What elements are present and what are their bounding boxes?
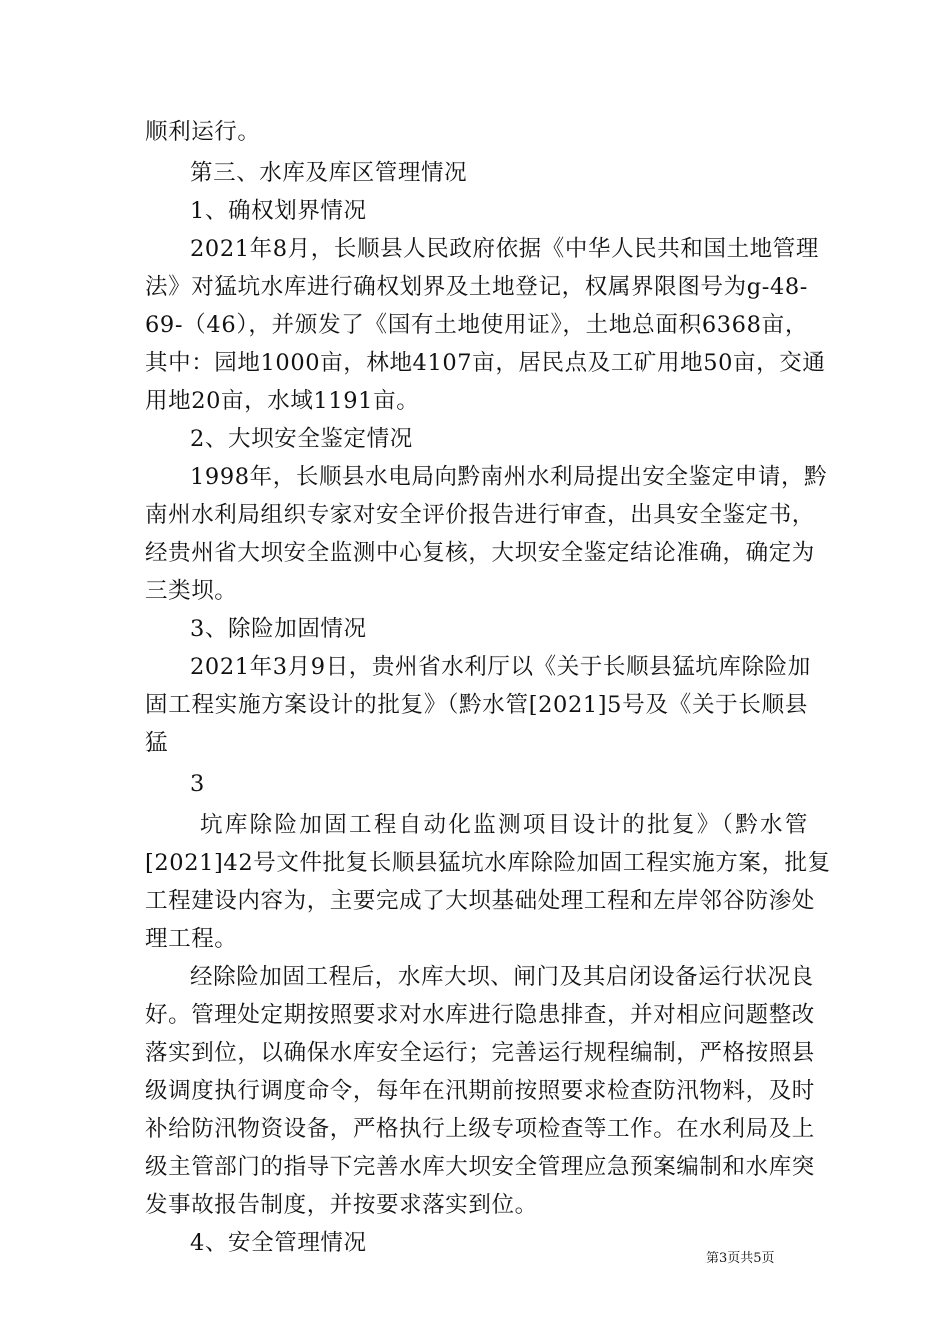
subsection-heading: 1、确权划界情况 [190,198,367,224]
text-line: 落实到位，以确保水库安全运行；完善运行规程编制，严格按照县 [145,1040,815,1066]
subsection-heading: 3、除险加固情况 [190,616,367,642]
text-line: 2021年8月，长顺县人民政府依据《中华人民共和国土地管理 [190,236,819,262]
text-line: 用地20亩，水域1191亩。 [145,388,420,414]
text-line: 南州水利局组织专家对安全评价报告进行审查，出具安全鉴定书， [145,502,815,528]
subsection-heading: 2、大坝安全鉴定情况 [190,426,413,452]
text-line: 补给防汛物资设备，严格执行上级专项检查等工作。在水利局及上 [145,1116,815,1142]
text-line: 其中：园地1000亩，林地4107亩，居民点及工矿用地50亩，交通 [145,350,826,376]
page-break-number: 3 [190,771,205,797]
text-line: 69-（46），并颁发了《国有土地使用证》，土地总面积6368亩， [145,312,808,338]
text-line: 经贵州省大坝安全监测中心复核，大坝安全鉴定结论准确，确定为 [145,540,815,566]
text-line: 三类坝。 [145,578,238,604]
text-line: 2021年3月9日，贵州省水利厅以《关于长顺县猛坑库除险加 [190,654,811,680]
text-line: 1998年，长顺县水电局向黔南州水利局提出安全鉴定申请，黔 [190,464,828,490]
page-footer: 第3页共5页 [706,1251,775,1266]
text-line: 法》对猛坑水库进行确权划界及土地登记，权属界限图号为g-48- [145,274,808,300]
text-line: 固工程实施方案设计的批复》（黔水管[2021]5号及《关于长顺县 [145,692,808,718]
text-line: 理工程。 [145,926,238,952]
text-line: 猛 [145,730,169,756]
text-line: 级调度执行调度命令，每年在汛期前按照要求检查防汛物料，及时 [145,1078,815,1104]
subsection-heading: 4、安全管理情况 [190,1230,367,1256]
text-line: 经除险加固工程后，水库大坝、闸门及其启闭设备运行状况良 [190,964,814,990]
text-line: 发事故报告制度，并按要求落实到位。 [145,1192,538,1218]
text-line: 工程建设内容为，主要完成了大坝基础处理工程和左岸邻谷防渗处 [145,888,815,914]
section-heading: 第三、水库及库区管理情况 [190,160,468,186]
text-line: 坑库除险加固工程自动化监测项目设计的批复》（黔水管 [200,812,808,838]
text-line: 好。管理处定期按照要求对水库进行隐患排查，并对相应问题整改 [145,1002,815,1028]
text-line: [2021]42号文件批复长顺县猛坑水库除险加固工程实施方案，批复 [145,850,831,876]
text-line: 顺利运行。 [145,119,261,145]
text-line: 级主管部门的指导下完善水库大坝安全管理应急预案编制和水库突 [145,1154,815,1180]
